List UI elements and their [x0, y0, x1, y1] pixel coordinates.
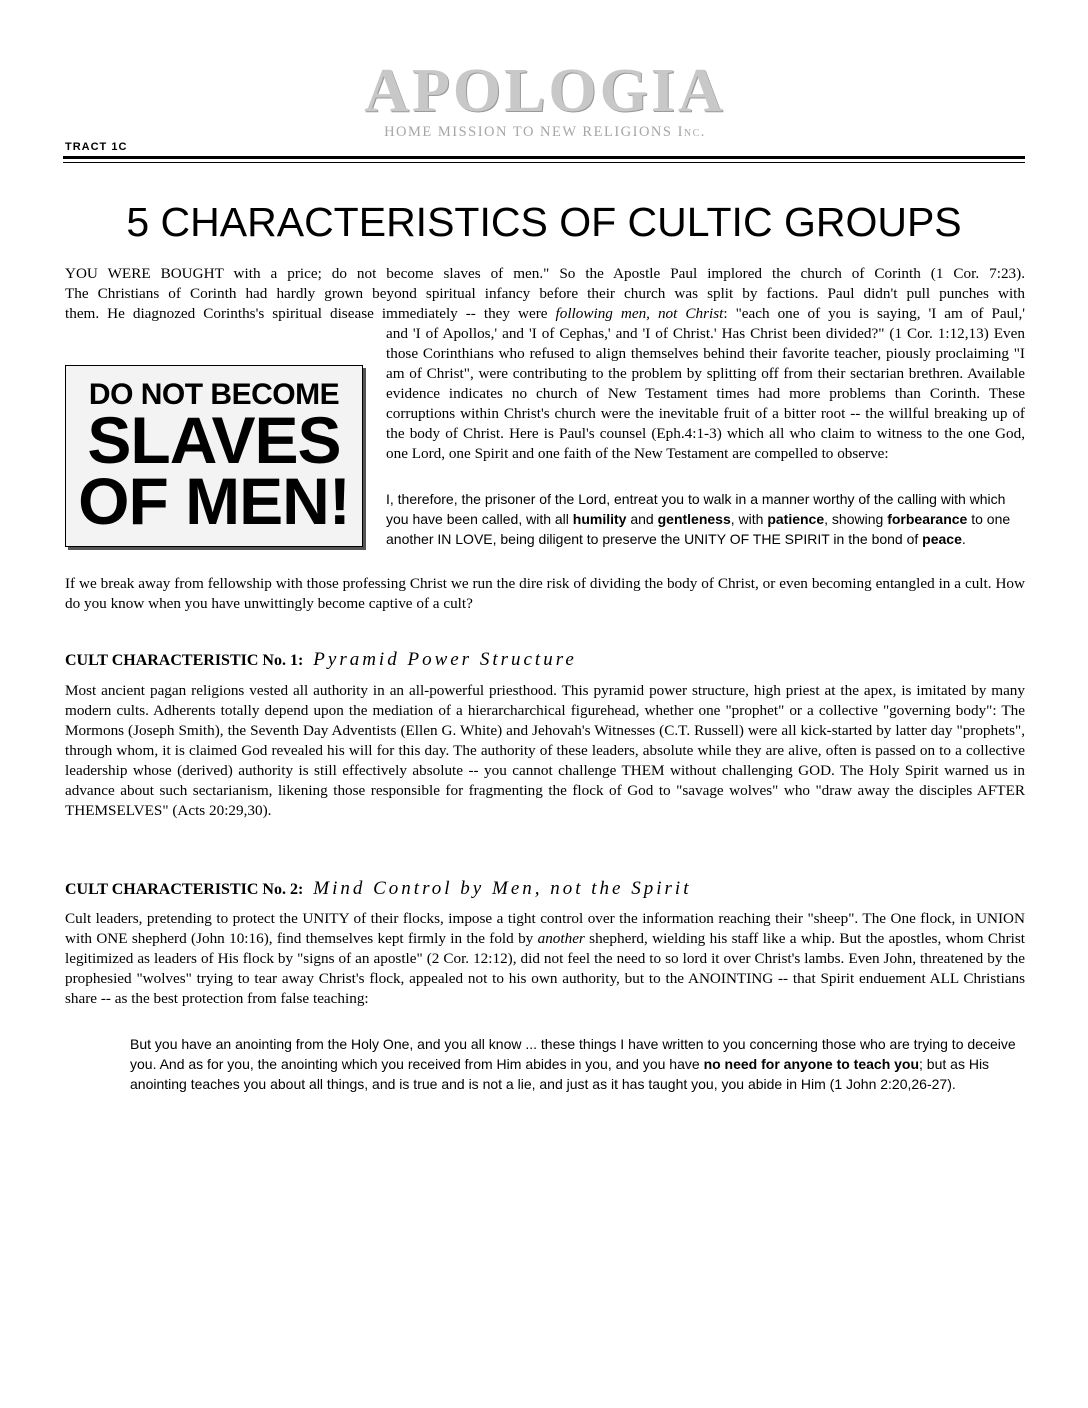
section-2-body	[65, 909, 1025, 1009]
intro-line-3-a: them. He diagnozed Corinths's spiritual disease immediately -- they were	[65, 305, 556, 322]
ephesians-quote	[386, 489, 1025, 549]
section-2-heading	[65, 878, 691, 900]
section-1-subtitle: Pyramid Power Structure	[313, 649, 577, 670]
callout-line-2: SLAVES	[87, 403, 341, 477]
eph-text-6: .	[961, 531, 966, 547]
john-quote	[130, 1034, 1025, 1094]
logo-main: APOLOGIA	[364, 57, 726, 125]
callout-box	[65, 365, 363, 547]
after-quote-paragraph: If we break away from fellowship with those professing Christ we run the dire risk of dividing the body of Christ, or even becoming entangled in a cult. How do you know when you have unwittingly become captive of a cult?	[65, 575, 1025, 612]
eph-bold-humility: humility	[572, 511, 627, 527]
eph-bold-gentleness: gentleness	[657, 511, 731, 527]
intro-line-3-em: following men, not Christ	[555, 305, 724, 322]
john-quote-bold: no need for anyone to teach you	[703, 1056, 920, 1072]
logo-sub: HOME MISSION TO NEW RELIGIONS Inc.	[384, 124, 706, 140]
header-rule-thin	[63, 162, 1025, 163]
section-2-body-em: another	[537, 930, 585, 947]
intro-line-3-b: : "each one of you is saying, 'I am of Paul,'	[723, 305, 1025, 322]
section-1-label: CULT CHARACTERISTIC No. 1:	[65, 652, 304, 669]
section-2-label: CULT CHARACTERISTIC No. 2:	[65, 881, 304, 898]
intro-line-1: YOU WERE BOUGHT with a price; do not become slaves of men." So the Apostle Paul implored the church of Corinth (1 Cor. 7:23).	[65, 265, 1025, 282]
section-2-body-a: Cult leaders, pretending to protect the UNITY of their flocks, impose a tight control over the information reaching their "sheep". The One flock, in UNION with ONE shepherd (John 10:16), find themselves kept firmly in the fold by	[65, 910, 1025, 947]
header-rule-thick	[63, 156, 1025, 159]
intro-wrap-text: and 'I of Apollos,' and 'I of Cephas,' and 'I of Christ.' Has Christ been divided?" (1 Cor. 1:12,13) Even those Corinthians who refused to align themselves behind their favorite teacher, piously proclaiming "I am of Christ", were contributing to the problem by splitting off from their sectarian brethren. Available evidence indicates no church of New Testament times had more problems than Corinth. These corruptions within Christ's church were the inevitable fruit of a bitter root -- the willful breaking up of the body of Christ. Here is Paul's counsel (Eph.4:1-3) which all who claim to witness to the one God, one Lord, one Spirit and one faith of the New Testament are compelled to observe:	[386, 325, 1025, 462]
page-title: 5 CHARACTERISTICS OF CULTIC GROUPS	[126, 199, 962, 245]
eph-text-4: , showing	[824, 511, 888, 527]
eph-text-1: I, therefore, the prisoner of the Lord, entreat you to walk in a manner worthy of the calling with which you have been called, with all	[386, 491, 1006, 527]
section-1-body: Most ancient pagan religions vested all authority in an all-powerful priesthood. This pyramid power structure, high priest at the apex, is imitated by many modern cults. Adherents totally depend upon the mediation of a hierarcharchical figurehead, whether one "prophet" or a collective "governing body": The Mormons (Joseph Smith), the Seventh Day Adventists (Ellen G. White) and Jehovah's Witnesses (C.T. Russell) were all kick-started by latter day "prophets", through whom, it is claimed God revealed his will for this day. The authority of these leaders, absolute while they are alive, often is passed on to a collective leadership whose (derived) authority is still effectively absolute -- you cannot challenge THEM without challenging GOD. The Holy Spirit warned us in advance about such sectarianism, likening those responsible for fragmenting the flock of God to "savage wolves" who "draw away the disciples AFTER THEMSELVES" (Acts 20:29,30).	[65, 682, 1025, 819]
section-1-heading	[65, 649, 577, 671]
section-2-body-b: shepherd, wielding his staff like a whip. But the apostles, whom Christ legitimized as leaders of His flock by "signs of an apostle" (2 Cor. 12:12), did not feel the need to so lord it over Christ's lambs. Even John, threatened by the prophesied "wolves" trying to tear away Christ's flock, appealed not to his own authority, but to the ANOINTING -- that Spirit enduement ALL Christians share -- as the best protection from false teaching:	[65, 930, 1025, 1007]
eph-text-2: and	[626, 511, 658, 527]
eph-text-5: to one another IN LOVE, being diligent to preserve the UNITY OF THE SPIRIT in the bond of	[386, 511, 1011, 547]
eph-bold-patience: patience	[767, 511, 825, 527]
eph-bold-peace: peace	[922, 531, 962, 547]
john-quote-a: But you have an anointing from the Holy One, and you all know ... these things I have written to you concerning those who are trying to deceive you. And as for you, the anointing which you received from Him abides in you, and you have	[130, 1036, 1016, 1072]
eph-bold-forbearance: forbearance	[887, 511, 968, 527]
apologia-logo	[360, 57, 730, 152]
intro-line-3	[65, 304, 1025, 324]
intro-line-2: The Christians of Corinth had hardly grown beyond spiritual infancy before their church was split by factions. Paul didn't pull punches with	[65, 285, 1025, 302]
john-quote-b: ; but as His anointing teaches you about all things, and is true and is not a lie, and just as it has taught you, you abide in Him (1 John 2:20,26-27).	[130, 1056, 990, 1092]
tract-label: TRACT 1C	[65, 141, 128, 153]
eph-text-3: , with	[730, 511, 768, 527]
section-2-subtitle: Mind Control by Men, not the Spirit	[313, 878, 692, 899]
callout-line-1: DO NOT BECOME	[88, 378, 340, 411]
callout-line-3: OF MEN!	[78, 464, 350, 538]
